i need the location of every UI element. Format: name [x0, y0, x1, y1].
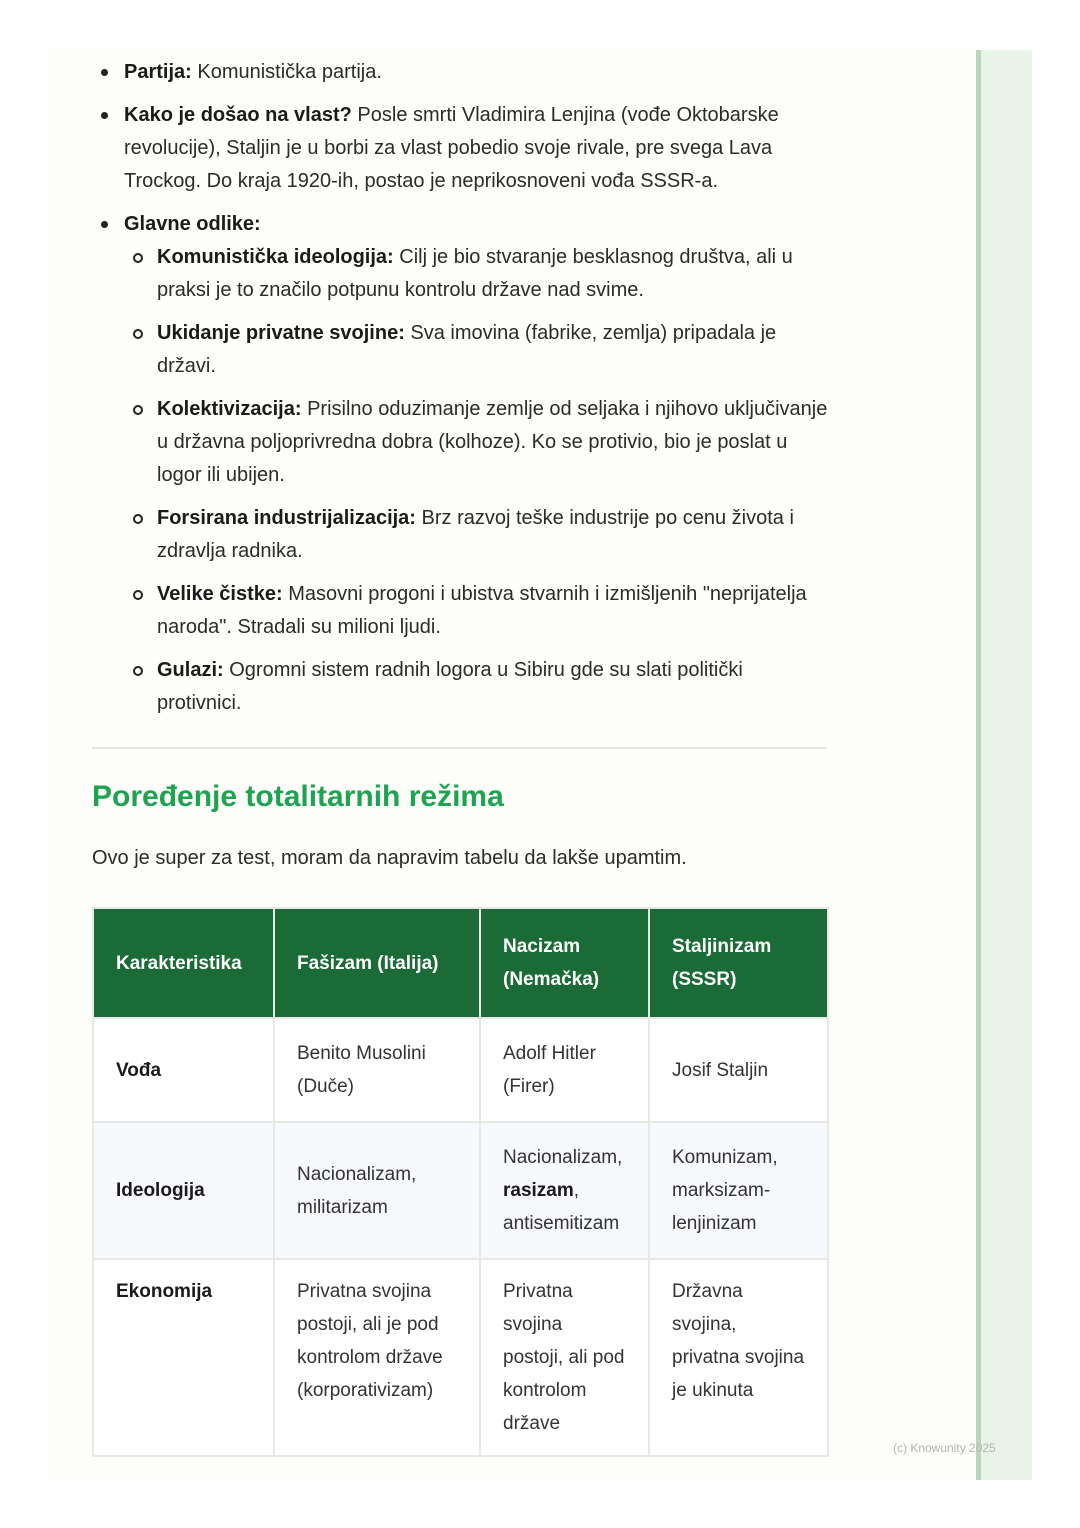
table-header-cell: Fašizam (Italija): [274, 908, 480, 1018]
bullet-odlike: [92, 208, 832, 720]
bullet-kako: [92, 99, 832, 198]
bullet-text: Posle smrti Vladimira Lenjina (vođe Oktobarske revolucije), Staljin je u borbi za vlast pobedio svoje rivale, pre svega Lava Trockog. Do kraja 1920-ih, postao je neprikosnoveni vođa SSSR-a.: [124, 104, 779, 192]
sub-bullet-text: Cilj je bio stvaranje besklasnog društva, ali u praksi je to značilo potpunu kontrolu države nad svime.: [157, 246, 793, 301]
sub-bullet-label: Gulazi:: [157, 659, 224, 681]
sub-bullet-text: Masovni progoni i ubistva stvarnih i izmišljenih "neprijatelja naroda". Stradali su milioni ljudi.: [157, 583, 807, 638]
section-divider: [92, 747, 827, 749]
sub-bullet-item: [124, 393, 832, 492]
section-intro: Ovo je super za test, moram da napravim tabelu da lakše upamtim.: [92, 847, 687, 869]
sub-bullet-text: Prisilno oduzimanje zemlje od seljaka i njihovo uključivanje u državna poljoprivredna dobra (kolhoze). Ko se protivio, bio je poslat u logor ili ubijen.: [157, 398, 828, 486]
table-header-cell: Nacizam (Nemačka): [480, 908, 649, 1018]
table-header-cell: Staljinizam (SSSR): [649, 908, 828, 1018]
bullet-partija: [92, 56, 832, 89]
sub-bullet-label: Kolektivizacija:: [157, 398, 302, 420]
main-bullet-list: [92, 56, 832, 720]
bullet-dot-icon: [101, 112, 108, 119]
table-header-cell: Karakteristika: [93, 908, 274, 1018]
table-row: [93, 1018, 828, 1122]
sub-bullet-list: [92, 241, 832, 720]
sub-bullet-item: [124, 654, 832, 720]
sub-bullet-text: Sva imovina (fabrike, zemlja) pripadala je državi.: [157, 322, 777, 377]
bullet-dot-icon: [101, 221, 108, 228]
table-header-row: [93, 908, 828, 1018]
bullet-label: Kako je došao na vlast?: [124, 104, 352, 126]
table-cell: Komunizam, marksizam-lenjinizam: [649, 1122, 828, 1259]
bullet-dot-icon: [101, 69, 108, 76]
page-side-margin: [976, 50, 1032, 1480]
table-cell: Adolf Hitler (Firer): [480, 1018, 649, 1122]
sub-bullet-label: Velike čistke:: [157, 583, 283, 605]
comparison-table: [92, 907, 829, 1457]
table-cell: Privatna svojina postoji, ali je pod kontrolom države (korporativizam): [274, 1259, 480, 1456]
bullet-label: Glavne odlike:: [124, 213, 261, 235]
circle-bullet-icon: [133, 590, 143, 600]
circle-bullet-icon: [133, 405, 143, 415]
sub-bullet-item: [124, 578, 832, 644]
cell-text: , antisemitizam: [503, 1180, 620, 1234]
table-cell: Nacionalizam, militarizam: [274, 1122, 480, 1259]
row-header-cell: Ekonomija: [93, 1259, 274, 1456]
footer-credit: (c) Knowunity 2025: [893, 1441, 996, 1455]
document-content: [92, 56, 832, 730]
cell-bold-text: rasizam: [503, 1180, 574, 1201]
circle-bullet-icon: [133, 329, 143, 339]
row-header-cell: Vođa: [93, 1018, 274, 1122]
row-header-cell: Ideologija: [93, 1122, 274, 1259]
document-page: [48, 48, 976, 1480]
sub-bullet-item: [124, 502, 832, 568]
circle-bullet-icon: [133, 514, 143, 524]
table-cell: Josif Staljin: [649, 1018, 828, 1122]
table-cell: Benito Musolini (Duče): [274, 1018, 480, 1122]
table-cell: [480, 1122, 649, 1259]
table-row: [93, 1259, 828, 1456]
bullet-text: Komunistička partija.: [191, 61, 382, 83]
sub-bullet-item: [124, 317, 832, 383]
table-row: [93, 1122, 828, 1259]
sub-bullet-label: Komunistička ideologija:: [157, 246, 394, 268]
section-title: Poređenje totalitarnih režima: [92, 780, 504, 813]
sub-bullet-text: Ogromni sistem radnih logora u Sibiru gde su slati politički protivnici.: [157, 659, 743, 714]
sub-bullet-label: Ukidanje privatne svojine:: [157, 322, 405, 344]
circle-bullet-icon: [133, 253, 143, 263]
sub-bullet-label: Forsirana industrijalizacija:: [157, 507, 416, 529]
sub-bullet-text: Brz razvoj teške industrije po cenu života i zdravlja radnika.: [157, 507, 794, 562]
sub-bullet-item: [124, 241, 832, 307]
cell-text: Nacionalizam,: [503, 1147, 623, 1168]
bullet-label: Partija:: [124, 61, 192, 83]
table-cell: Privatna svojina postoji, ali pod kontrolom države: [480, 1259, 649, 1456]
circle-bullet-icon: [133, 666, 143, 676]
table-cell: Državna svojina, privatna svojina je ukinuta: [649, 1259, 828, 1456]
